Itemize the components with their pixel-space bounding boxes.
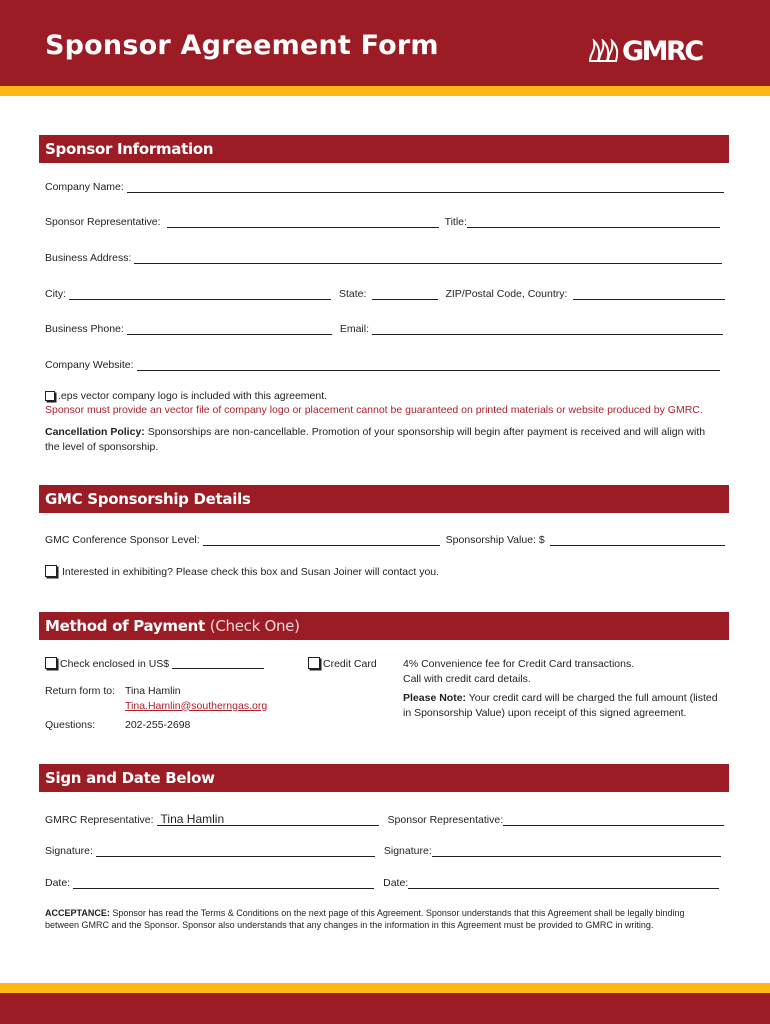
sponsor-rep-sign-field[interactable] — [503, 814, 724, 826]
acceptance-line1: Sponsor has read the Terms & Conditions on the next page of this Agreement. Sponsor understands that this Agreement shall be legally binding — [112, 908, 685, 918]
check-payment-label: Check enclosed in US$ — [60, 658, 170, 670]
payment-note — [403, 691, 718, 720]
section-heading-note: (Check One) — [209, 617, 300, 635]
return-name: Tina Hamlin — [125, 685, 181, 697]
company-name-row — [45, 179, 724, 193]
header-accent-bar — [0, 86, 770, 96]
date-row — [45, 875, 719, 889]
state-label: State: — [339, 288, 367, 300]
gmrc-logo — [588, 36, 702, 66]
sponsor-rep-row — [45, 214, 720, 228]
section-heading: Sponsor Information — [45, 140, 214, 158]
check-payment-checkbox[interactable] — [45, 657, 57, 669]
sponsor-signature-label: Signature: — [383, 845, 432, 857]
company-website-row — [45, 357, 720, 371]
footer-accent-bar — [0, 983, 770, 993]
gmrc-rep-value: Tina Hamlin — [160, 812, 225, 826]
business-address-row — [45, 250, 722, 264]
sponsor-level-label: GMC Conference Sponsor Level: — [45, 534, 200, 546]
business-phone-label: Business Phone: — [45, 323, 124, 335]
logo-text: GMRC — [622, 35, 702, 67]
sponsorship-value-label: Sponsorship Value: $ — [445, 534, 545, 546]
flame-icon — [588, 39, 620, 63]
cancellation-text-line1: Sponsorships are non-cancellable. Promotion of your sponsorship will begin after payment is received and will align with — [147, 426, 706, 438]
email-field[interactable] — [372, 323, 723, 335]
section-heading: GMC Sponsorship Details — [45, 490, 251, 508]
company-website-label: Company Website: — [45, 359, 134, 371]
credit-card-fee-note — [403, 657, 634, 686]
note-line2: in Sponsorship Value) upon receipt of this signed agreement. — [403, 706, 687, 719]
email-label: Email: — [339, 323, 369, 335]
title-label: Title: — [444, 216, 467, 228]
return-contact — [125, 684, 267, 713]
sponsor-rep-field[interactable] — [167, 216, 439, 228]
sponsor-level-field[interactable] — [203, 534, 440, 546]
exhibit-label: Interested in exhibiting? Please check this box and Susan Joiner will contact you. — [62, 566, 440, 578]
gmrc-rep-label: GMRC Representative: — [45, 814, 154, 826]
section-heading: Sign and Date Below — [45, 769, 215, 787]
footer-bar — [0, 993, 770, 1024]
sponsor-signature-field[interactable] — [432, 845, 721, 857]
gmrc-signature-field[interactable] — [96, 845, 375, 857]
cancellation-policy — [45, 425, 705, 454]
credit-card-row — [308, 657, 377, 672]
fee-line2: Call with credit card details. — [403, 672, 531, 685]
acceptance-title: ACCEPTANCE: — [45, 908, 110, 918]
gmrc-signature-label: Signature: — [45, 845, 93, 857]
representatives-row — [45, 812, 724, 826]
page-title: Sponsor Agreement Form — [45, 30, 439, 61]
section-sign-and-date — [39, 764, 729, 792]
exhibit-row — [45, 565, 439, 580]
note-title: Please Note: — [403, 692, 467, 704]
city-state-zip-row — [45, 286, 725, 300]
business-address-field[interactable] — [134, 252, 722, 264]
logo-notice: Sponsor must provide an vector file of company logo or placement cannot be guaranteed on printed materials or website produced by GMRC. — [45, 404, 703, 416]
sponsor-date-field[interactable] — [408, 877, 719, 889]
company-website-field[interactable] — [137, 359, 720, 371]
city-label: City: — [45, 288, 66, 300]
fee-line1: 4% Convenience fee for Credit Card transactions. — [403, 658, 635, 670]
credit-card-label: Credit Card — [323, 658, 377, 670]
gmrc-date-label: Date: — [45, 877, 71, 889]
sponsorship-value-field[interactable] — [550, 534, 725, 546]
cancellation-text-line2: the level of sponsorship. — [45, 440, 159, 453]
section-method-of-payment — [39, 612, 729, 640]
logo-checkbox-row — [45, 389, 327, 404]
city-field[interactable] — [69, 288, 331, 300]
sponsor-date-label: Date: — [383, 877, 409, 889]
sponsor-rep-sign-label: Sponsor Representative: — [387, 814, 504, 826]
return-label: Return form to: — [45, 685, 116, 697]
questions-phone: 202-255-2698 — [125, 719, 191, 731]
questions-label: Questions: — [45, 719, 96, 731]
exhibit-checkbox[interactable] — [45, 565, 57, 577]
state-field[interactable] — [372, 288, 438, 300]
acceptance-line2: between GMRC and the Sponsor. Sponsor also understands that any changes in the information in this Agreement must be provided to GMRC in writing. — [45, 920, 654, 930]
cancellation-title: Cancellation Policy: — [45, 426, 145, 438]
business-address-label: Business Address: — [45, 252, 132, 264]
section-sponsorship-details — [39, 485, 729, 513]
logo-checkbox-label: .eps vector company logo is included with this agreement. — [58, 390, 328, 402]
zip-label: ZIP/Postal Code, Country: — [445, 288, 568, 300]
check-amount-field[interactable] — [172, 657, 264, 669]
gmrc-date-field[interactable] — [73, 877, 374, 889]
note-line1: Your credit card will be charged the full amount (listed — [468, 692, 718, 704]
acceptance-statement — [45, 907, 685, 931]
company-name-field[interactable] — [127, 181, 724, 193]
sponsor-level-row — [45, 532, 725, 546]
business-phone-field[interactable] — [127, 323, 332, 335]
company-name-label: Company Name: — [45, 181, 124, 193]
zip-field[interactable] — [573, 288, 725, 300]
section-heading: Method of Payment — [45, 617, 205, 635]
gmrc-rep-field[interactable] — [157, 814, 379, 826]
return-email-link[interactable]: Tina.Hamlin@southerngas.org — [125, 699, 268, 712]
page-header — [0, 0, 770, 86]
logo-included-checkbox[interactable] — [45, 391, 55, 401]
phone-email-row — [45, 321, 723, 335]
sponsor-rep-label: Sponsor Representative: — [45, 216, 161, 228]
signature-row — [45, 843, 721, 857]
check-payment-row — [45, 657, 264, 672]
section-sponsor-information — [39, 135, 729, 163]
title-field[interactable] — [467, 216, 720, 228]
credit-card-checkbox[interactable] — [308, 657, 320, 669]
